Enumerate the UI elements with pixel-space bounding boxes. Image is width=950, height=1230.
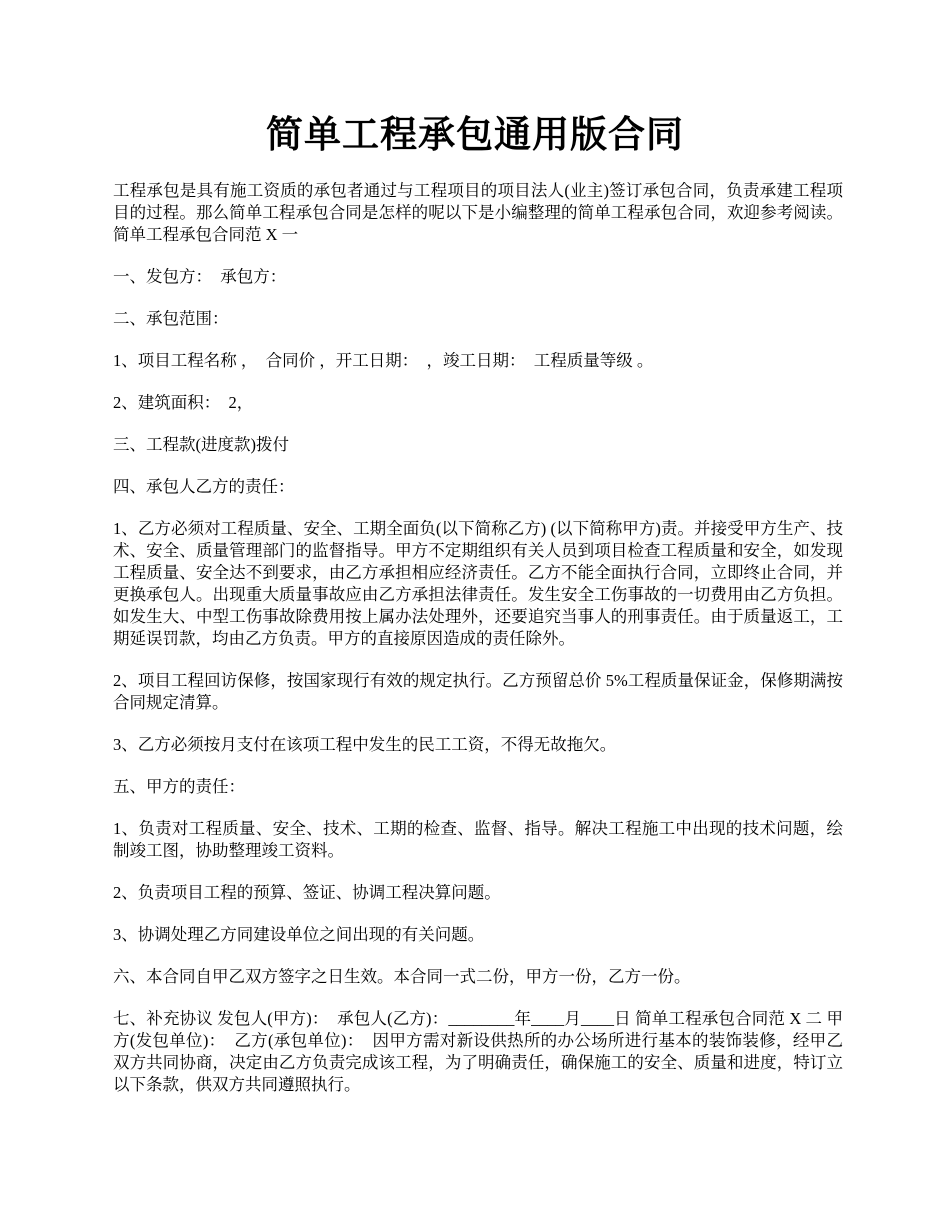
clause-scope-heading: 二、承包范围： — [113, 309, 229, 328]
clause-parties: 一、发包方： 承包方： — [113, 267, 287, 286]
clause-client-item-3: 3、协调处理乙方同建设单位之间出现的有关问题。 — [113, 925, 485, 944]
document-title: 简单工程承包通用版合同 — [266, 115, 684, 156]
clause-effective: 六、本合同自甲乙双方签字之日生效。本合同一式二份，甲方一份，乙方一份。 — [113, 967, 691, 986]
clause-scope-item-1: 1、项目工程名称 ， 合同价 ，开工日期： ，竣工日期： 工程质量等级 。 — [113, 351, 654, 370]
clause-contractor-item-1: 1、乙方必须对工程质量、安全、工期全面负(以下简称乙方) (以下简称甲方)责。并接受甲方生产、技术、安全、质量管理部门的监督指导。甲方不定期组织有关人员到项目检查工程质量和安全，如发现工程质量、安全达不到要求，由乙方承担相应经济责任。乙方不能全面执行合同，立即终止合同，并更换承包人。出现重大质量事故应由乙方承担法律责任。发生安全工伤事故的一切费用由乙方负担。如发生大、中型工伤事故除费用按上属办法处理外，还要追究当事人的刑事责任。由于质量返工，工期延误罚款，均由乙方负责。甲方的直接原因造成的责任除外。 — [113, 519, 843, 648]
clause-client-heading: 五、甲方的责任： — [113, 777, 245, 796]
clause-contractor-item-2: 2、项目工程回访保修，按国家现行有效的规定执行。乙方预留总价 5%工程质量保证金，保修期满按合同规定清算。 — [113, 671, 843, 712]
intro-paragraph: 工程承包是具有施工资质的承包者通过与工程项目的项目法人(业主)签订承包合同，负责承建工程项目的过程。那么简单工程承包合同是怎样的呢以下是小编整理的简单工程承包合同，欢迎参考阅读。 简单工程承包合同范 X 一 — [113, 181, 848, 244]
clause-client-item-2: 2、负责项目工程的预算、签证、协调工程决算问题。 — [113, 883, 501, 902]
clause-supplementary: 七、补充协议 发包人(甲方)： 承包人(乙方)：________年____月____日 简单工程承包合同范 X 二 甲方(发包单位)： 乙方(承包单位)： 因甲方需对新设供热所的办公场所进行基本的装饰装修，经甲乙双方共同协商，决定由乙方负责完成该工程，为了明确责任，确保施工的安全、质量和进度，特订立以下条款，供双方共同遵照执行。 — [113, 1009, 843, 1094]
clause-contractor-heading: 四、承包人乙方的责任： — [113, 477, 295, 496]
clause-scope-item-2: 2、建筑面积： 2， — [113, 393, 254, 412]
clause-payment-heading: 三、工程款(进度款)拨付 — [113, 435, 289, 454]
document-body — [113, 180, 848, 1116]
clause-contractor-item-3: 3、乙方必须按月支付在该项工程中发生的民工工资，不得无故拖欠。 — [113, 735, 617, 754]
clause-client-item-1: 1、负责对工程质量、安全、技术、工期的检查、监督、指导。解决工程施工中出现的技术问题，绘制竣工图，协助整理竣工资料。 — [113, 819, 843, 860]
